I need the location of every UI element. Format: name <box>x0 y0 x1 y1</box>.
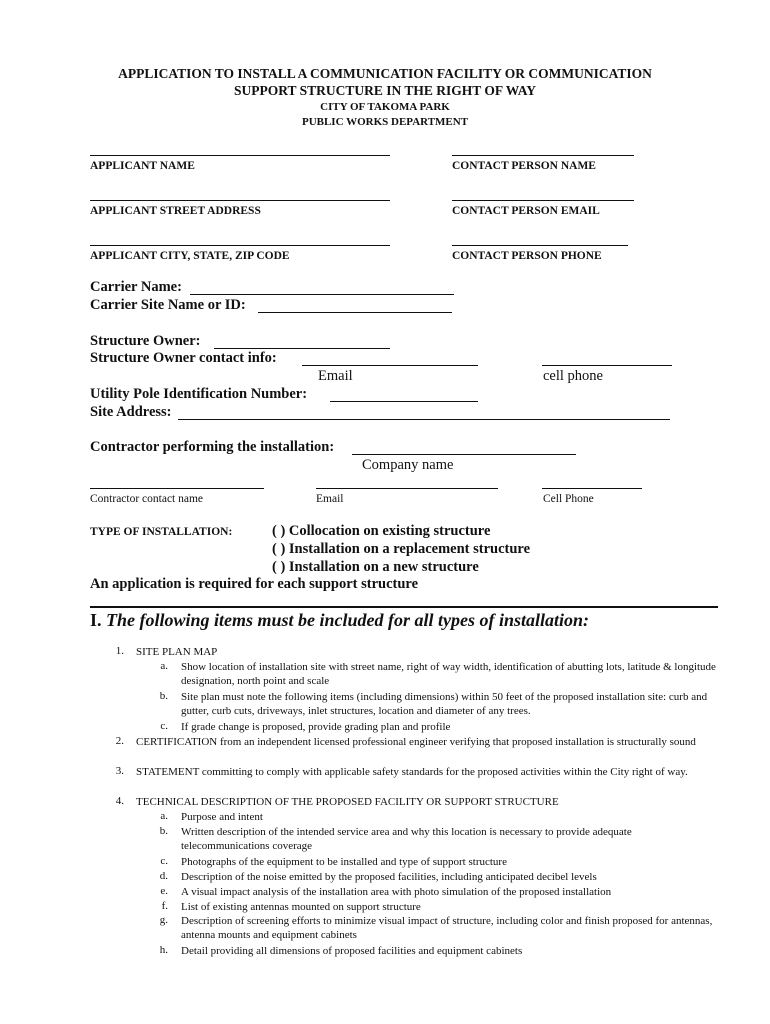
contact-person-email-field[interactable] <box>452 200 634 201</box>
carrier-name-label: Carrier Name: <box>90 279 182 295</box>
item-text: Description of the noise emitted by the proposed facilities, including anticipated decibel levels <box>181 871 597 883</box>
title-line-1: APPLICATION TO INSTALL A COMMUNICATION FACILITY OR COMMUNICATION <box>118 66 652 81</box>
carrier-name-field[interactable] <box>190 294 454 295</box>
section-heading <box>90 610 589 631</box>
item-number: h. <box>159 944 168 956</box>
option-collocation[interactable]: ( ) Collocation on existing structure <box>272 523 491 539</box>
item-text: STATEMENT committing to comply with applicable safety standards for the proposed activities within the City right of way. <box>136 766 688 778</box>
item-number: f. <box>161 900 168 912</box>
application-note: An application is required for each support structure <box>90 576 419 592</box>
item-text: Detail providing all dimensions of proposed facilities and equipment cabinets <box>181 945 523 957</box>
item-number: c. <box>160 855 168 867</box>
section-divider <box>90 606 718 608</box>
item-text: SITE PLAN MAP <box>136 646 218 658</box>
applicant-street-field[interactable] <box>90 200 390 201</box>
item-text: Written description of the intended service area and why this location is necessary to provide adequate telecommunications coverage <box>181 826 632 852</box>
structure-owner-label: Structure Owner: <box>90 333 201 349</box>
structure-owner-phone-field[interactable] <box>542 365 672 366</box>
applicant-street-label: APPLICANT STREET ADDRESS <box>90 205 261 217</box>
city-name: CITY OF TAKOMA PARK <box>320 101 450 113</box>
item-number: 2. <box>115 735 124 747</box>
item-number: e. <box>160 885 168 897</box>
installation-type-label: TYPE OF INSTALLATION: <box>90 526 233 538</box>
item-number: c. <box>160 720 168 732</box>
structure-owner-contact-label: Structure Owner contact info: <box>90 350 277 366</box>
structure-owner-field[interactable] <box>214 348 390 349</box>
section-numeral: I. <box>90 610 102 630</box>
contractor-company-field[interactable] <box>352 454 576 455</box>
contractor-phone-field[interactable] <box>542 488 642 489</box>
item-number: 3. <box>115 765 124 777</box>
structure-phone-caption: cell phone <box>543 368 603 384</box>
section-heading-text: The following items must be included for all types of installation: <box>106 610 590 630</box>
applicant-name-field[interactable] <box>90 155 390 156</box>
company-name-caption: Company name <box>362 457 454 473</box>
item-text: TECHNICAL DESCRIPTION OF THE PROPOSED FACILITY OR SUPPORT STRUCTURE <box>136 796 559 808</box>
item-number: 4. <box>115 795 124 807</box>
site-address-field[interactable] <box>178 419 670 420</box>
item-number: 1. <box>115 645 124 657</box>
item-text: Photographs of the equipment to be installed and type of support structure <box>181 856 507 868</box>
title-line-2: SUPPORT STRUCTURE IN THE RIGHT OF WAY <box>233 83 537 98</box>
item-text: List of existing antennas mounted on support structure <box>181 901 421 913</box>
contractor-contact-name-caption: Contractor contact name <box>90 493 204 505</box>
item-text: Site plan must note the following items (including dimensions) within 50 feet of the proposed installation site: curb and gutter, curb cuts, driveways, inlet structures, location and diameter of any trees. <box>181 691 708 717</box>
structure-email-caption: Email <box>318 368 353 384</box>
contact-person-name-label: CONTACT PERSON NAME <box>452 160 596 172</box>
option-new-structure[interactable]: ( ) Installation on a new structure <box>272 559 479 575</box>
item-text: A visual impact analysis of the installation area with photo simulation of the proposed installation <box>181 886 612 898</box>
contractor-phone-caption: Cell Phone <box>543 493 594 505</box>
item-number: g. <box>159 914 168 926</box>
item-text: Purpose and intent <box>181 811 263 823</box>
option-replacement-structure[interactable]: ( ) Installation on a replacement structure <box>272 541 531 557</box>
contact-person-phone-label: CONTACT PERSON PHONE <box>452 250 602 262</box>
applicant-city-field[interactable] <box>90 245 390 246</box>
item-number: b. <box>159 825 168 837</box>
item-text: Show location of installation site with street name, right of way width, identification of abutting lots, latitude & longitude designation, north point and scale <box>181 661 716 687</box>
contractor-email-caption: Email <box>316 493 344 505</box>
applicant-city-label: APPLICANT CITY, STATE, ZIP CODE <box>90 250 290 262</box>
item-number: a. <box>160 660 168 672</box>
contact-person-email-label: CONTACT PERSON EMAIL <box>452 205 600 217</box>
contractor-email-field[interactable] <box>316 488 498 489</box>
applicant-name-label: APPLICANT NAME <box>90 160 195 172</box>
contact-person-name-field[interactable] <box>452 155 634 156</box>
item-number: d. <box>159 870 168 882</box>
item-text: CERTIFICATION from an independent licensed professional engineer verifying that proposed installation is structurally sound <box>136 736 696 748</box>
contractor-label: Contractor performing the installation: <box>90 439 335 455</box>
structure-owner-email-field[interactable] <box>302 365 478 366</box>
carrier-site-field[interactable] <box>258 312 452 313</box>
site-address-label: Site Address: <box>90 404 172 420</box>
contractor-contact-name-field[interactable] <box>90 488 264 489</box>
item-number: a. <box>160 810 168 822</box>
department-name: PUBLIC WORKS DEPARTMENT <box>301 116 469 128</box>
item-text: If grade change is proposed, provide grading plan and profile <box>181 721 451 733</box>
utility-pole-field[interactable] <box>330 401 478 402</box>
contact-person-phone-field[interactable] <box>452 245 628 246</box>
carrier-site-label: Carrier Site Name or ID: <box>90 297 246 313</box>
item-number: b. <box>159 690 168 702</box>
utility-pole-label: Utility Pole Identification Number: <box>90 386 308 402</box>
item-text: Description of screening efforts to minimize visual impact of structure, including color and finish proposed for antennas, antenna mounts and equipment cabinets <box>181 915 713 941</box>
